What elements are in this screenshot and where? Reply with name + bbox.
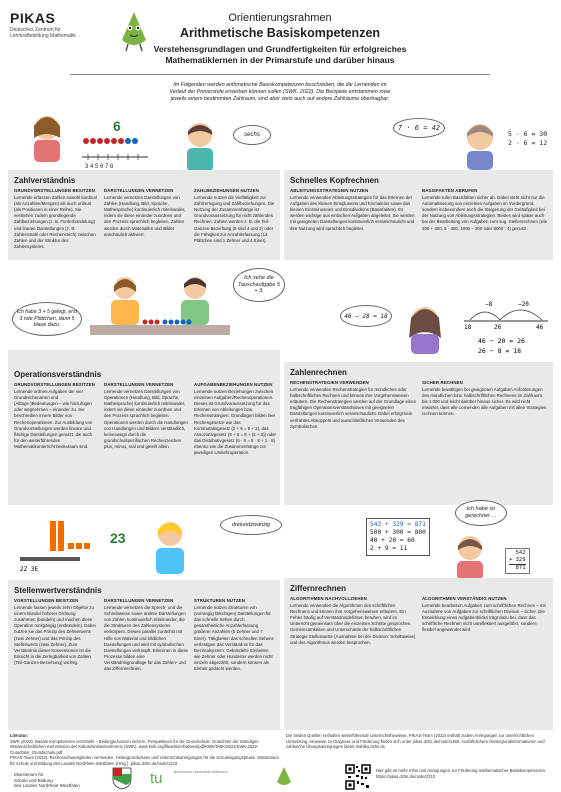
speech-bubble-gerechnet: Ich habe so gerechnet … xyxy=(455,500,507,526)
section-title-kopfrechnen: Schnelles Kopfrechnen xyxy=(290,176,379,185)
header-divider xyxy=(70,74,490,75)
col-heading: BASISFAKTEN ABRUFEN xyxy=(422,188,478,193)
nrw-crest-icon xyxy=(110,766,134,790)
eq-46-20: 46 − 20 = 26 xyxy=(478,337,525,345)
literature-swk: SWK (2022). Basale Kompetenzen vermitteln – Bildungschancen sichern. Perspektiven für die Grundschule. Gutachten der Ständigen Wissenschaftlichen Kommission der Kultusministerkonferenz (SWK). www.kmk.org/fileadmin/Dateien/pdf/KMK/SWK/2022/SWK-2022-Gutachten_Grundschule.pdf xyxy=(10,738,259,755)
section-title-operation: Operationsverständnis xyxy=(14,370,102,379)
page-title: Arithmetische Basiskompetenzen xyxy=(179,26,381,40)
section-title-zahlenrechnen: Zahlenrechnen xyxy=(290,368,347,377)
speech-bubble-sechs: sechs xyxy=(233,125,271,145)
algo-row-1: 542 xyxy=(509,550,526,556)
logo-subtitle-line2: Lehrkräftebildung Mathematik xyxy=(10,33,76,39)
stellenwert-col-1 xyxy=(14,598,98,666)
col-text: Lernende verwenden Rechenstrategien für mündliches oder halbschriftliches Rechnen und können ihre Vorgehensweisen erläutern. Die Rechenstrategien werden auf der Grundlage eines tragfähigen Operationsverständnisses mit geeigneten Darstellungen kontinuierlich veranschaulicht. Dabei erfolgt kein verfrühtes Abkoppeln und ausschließliches Verwenden des Symbolischen. xyxy=(290,387,416,429)
place-value-label: 2Z 3E xyxy=(20,566,39,573)
written-algorithm-box xyxy=(505,548,530,574)
calc-row-1: 542 + 329 = 871 xyxy=(370,521,426,528)
col-text: Lernende erfassen Zahlen sowohl kardinal (als Anzahlen/Mengen) als auch ordinal (als Positionen in einer Reihe). Sie verstehen zudem grundlegende Zahlbeziehungen (z. B. Fünferbündelung) und lineare Darstellungen (z. B. Zahlenstrahl oder Rechenstrich) zwischen Zahlen und der Struktur des Zahlensystems. xyxy=(14,195,97,249)
literature-title: Literatur: xyxy=(10,733,29,738)
col-text: Lernende verwenden Ableitungsstrategien für das Erlernen der Aufgaben des kleinen Einspluseins und Einmaleins sowie das kleinen Einsminuseins und Einsdivideins (Basisfakten). Es werden wichtige aus einfachen Aufgaben abgeleitet. Sie werden mit geeigneten Darstellungen kontinuierlich veranschaulicht und ihre Nutzung wird sprachlich begleitet. xyxy=(290,195,415,231)
col-heading: DARSTELLUNGEN VERNETZEN xyxy=(104,188,174,193)
svg-text:6: 6 xyxy=(113,118,121,134)
ministry-line2: Schule und Bildung xyxy=(14,777,53,783)
operation-col-2 xyxy=(104,382,188,450)
ministry-line1: Ministerium für xyxy=(14,772,44,777)
zahlenrechnen-col-2 xyxy=(422,380,548,418)
ministry-line3: des Landes Nordrhein-Westfalen xyxy=(14,783,80,788)
stellenwert-col-3 xyxy=(194,598,276,672)
algo-row-2: + 329 xyxy=(509,557,526,563)
col-heading: GRUNDVORSTELLUNGEN BESITZEN xyxy=(14,188,96,193)
intro-line1: Im Folgenden werden arithmetische Basiskompetenzen beschrieben, die die Lernenden im xyxy=(173,82,387,88)
col-text: Lernende vernetzen die Sprech- und die Schreibweise sowie andere Darstellungen von Zahlen kontinuierlich miteinander, die die Strukturen des Zahlensystems verkörpern. Dieses parallel zunächst mit Hilfe von Material und bildlichen Darstellungen und wird mit symbolischen Darstellungen verknüpft. Erkennen in diese Prozesse bilden eine Verständnisgrundlage für das Zahlen- und das Ziffernrechnen. xyxy=(104,605,188,672)
logo-subtitle-line1: Deutsches Zentrum für xyxy=(10,27,61,33)
col-text: Lernende rufen Basisfakten sicher ab. Dabei steht nicht nur die Automatisierung von einzelnen Aufgaben im Vordergrund, sondern insbesondere auch die Steigerung der Geläufigkeit bei der Nutzung von Ableitungsstrategien. Beides wird später auch bei der Bearbeitung von Aufgaben zum sog. Stellenrechnen (wie 200 + 300, 5 · 400, 1000 − 200 oder 8000 : 4) genutzt. xyxy=(422,195,548,231)
qr-code-caption: Hier gibt es mehr Infos und Anregungen zur Förderung mathematischer Basiskompetenzen: https://pikas.dzlm.de/node/2310 xyxy=(376,768,547,779)
pikas-logo-title: PIKAS xyxy=(10,10,56,26)
place-value-blocks-illustration xyxy=(10,515,100,575)
col-heading: ALGORITHMEN NACHVOLLZIEHEN xyxy=(290,596,367,601)
col-text: Lernende vernetzen Darstellungen von Operationen (Handlung, Bild, Sprache, Mathesprache) kontinuierlich miteinander, indem sie diese einander zuordnen und den Prozess sprachlich begleiten. Operationen werden durch die Handlungen von Handlungen und Bildern verständlich, keineswegs durch die grundschulspezifischen Rechenzeichen plus, minus, mal und geteilt allein. xyxy=(104,389,188,449)
col-heading: DARSTELLUNGEN VERNETZEN xyxy=(104,598,174,603)
ziffernrechnen-col-1 xyxy=(290,596,416,646)
speech-bubble-3plus5: Ich habe 3 + 5 gelegt, erst 3 rote Plättchen, dann 5 blaue dazu. xyxy=(12,302,82,336)
calc-row-2: 500 + 300 = 800 xyxy=(370,529,426,536)
col-text: Lernende nutzen die Vielfältigkeit zur Zahlzerlegung und Zahlbeziehungen. Die Nutzung der Zusammenhänge ist Grundvoraussetzung für nicht zählendes Rechnen. Zahlen werden z. B. die Teil-Ganzes-Beziehung (6 sind 4 und 2) oder die Fähigkeit zur Anzahlerfassung (14 Plättchen sind 1 Zehner und 4 Einer). xyxy=(194,195,275,243)
task-2x6: 2 · 6 = 12 xyxy=(508,139,548,147)
speech-bubble-7x6 xyxy=(393,118,445,138)
operation-col-1 xyxy=(14,382,98,450)
boy-writing-illustration xyxy=(448,530,493,580)
boy-thinking-illustration xyxy=(455,115,505,170)
zahlverstaendnis-col-3 xyxy=(194,188,276,244)
speech-bubble-tauschaufgabe: Ich sehe die Tauschaufgabe 5 + 3. xyxy=(233,268,285,302)
col-heading: GRUNDVORSTELLUNGEN BESITZEN xyxy=(14,382,96,387)
calc-row-4: 2 + 9 = 11 xyxy=(370,545,408,552)
section-title-stellenwert: Stellenwertverständnis xyxy=(14,586,102,595)
col-text: Lernende bearbeiten Aufgaben zum schriftlichen Rechnen – mit Ausnahme von Aufgaben zur schriftlichen Division – sicher. Die Entwicklung eines Aufgabenblicks trägt dazu bei, dass das schriftliche Rechnen nicht unreflektiert ausgeführt, sondern flexibel angewendet wird. xyxy=(422,603,546,633)
stellenwert-col-2 xyxy=(104,598,188,672)
col-heading: ZAHLBEZIEHUNGEN NUTZEN xyxy=(194,188,259,193)
zahlenrechnen-col-1 xyxy=(290,380,416,430)
footer-right-notes: Die beiden Quellen enthalten weiterführende Unterrichtshinweise. PIKAS-Team (2022) enthält zudem Anregungen zur unterrichtlichen Umsetzung. Hinweise zu Diagnose und Förderung finden sich unter pikas.dzlm.de/node/1460. Ausführlichere Hintergrundinformationen und zahlreiche Übungsanregungen bietet mahiko.dzlm.de. xyxy=(286,733,545,750)
zahlverstaendnis-col-2 xyxy=(104,188,188,238)
col-text: Lernende bewältigen bei geeigneten Aufgaben Anforderungen des mündlichen bzw. halbschriftlichen Rechnens im Zahlraum bis 1 000 und leicht darüber hinaus sicher. Es wird nicht erwartet, dass alle Lernenden alle Aufgaben mit allen Strategien rechnen können. xyxy=(422,387,547,417)
line-label-26: 26 xyxy=(494,324,502,331)
section-title-ziffernrechnen: Ziffernrechnen xyxy=(290,584,347,593)
kopfrechnen-derivations xyxy=(508,130,547,148)
kopfrechnen-col-2 xyxy=(422,188,548,232)
algo-row-3: 871 xyxy=(509,565,526,571)
col-heading: RECHENSTRATEGIEN VERWENDEN xyxy=(290,380,369,385)
col-heading: SICHER RECHNEN xyxy=(422,380,463,385)
empty-number-line-illustration xyxy=(460,296,552,362)
line-label-18: 18 xyxy=(464,324,472,331)
ministry-label xyxy=(14,772,80,789)
literature-pikas: PIKAS-Team (2022). Rechenschwierigkeiten vermeiden. Hintergrundwissen und Unterrichtsanregungen für die Schuleingangsphase. Ministerium für Schule und Bildung des Landes Nordrhein-Westfalen (Hrsg.). pikas.dzlm.de/node/1219 xyxy=(10,755,279,766)
subtitle-line1: Verstehensgrundlagen und Grundfertigkeiten für erfolgreiches xyxy=(153,44,407,54)
col-text: Lernende nutzen Strukturen von (vorrangig fälschigen) Darstellungen für das schnelle Sehen durch gesamtheitliche Anzahlerfassung größerer Anzahlen (5 Zehner und 7 Einer). Tätigkeiten das schnellen Sehens verfestigen das Verständnis für das Dezimalsystem: Gebündelte Einheiten wie Zehner oder Hunderter werden nicht einzeln abgezählt, sondern können als Einheit gedacht werden. xyxy=(194,605,274,672)
col-text: Lernende vernetzen Darstellungen von Zahlen (Handlung, Bild, Sprache, Mathesprache) kontinuierlich miteinander, indem sie diese einander zuordnen und den Prozess sprachlich begleiten. Zahlen werden durch Materialien und Bilder anschaulich aktiviert. xyxy=(104,195,186,237)
operation-col-3 xyxy=(194,382,276,456)
speech-bubble-dreiundzwanzig: dreiundzwanzig xyxy=(220,515,282,535)
kopfrechnen-col-1 xyxy=(290,188,416,232)
jump-label-8: −8 xyxy=(485,301,493,308)
number-23: 23 xyxy=(110,530,126,546)
task-5x6: 5 · 6 = 30 xyxy=(508,130,548,138)
ziffernrechnen-col-2 xyxy=(422,596,548,634)
col-heading: ALGORITHMEN VERSTÄNDIG NUTZEN xyxy=(422,596,507,601)
line-label-46: 46 xyxy=(536,324,544,331)
tu-logo-text: tu xyxy=(150,770,163,787)
qr-code-icon xyxy=(345,764,371,790)
footer-literature xyxy=(10,733,280,767)
header-top: Orientierungsrahmen xyxy=(228,12,332,24)
col-heading: VORSTELLUNGEN BESITZEN xyxy=(14,598,79,603)
col-text: Lernende nutzen Beziehungen zwischen einzelnen Aufgaben/Rechenoperationen. Dieses ist Grundvoraussetzung für das Erlernen von Ableitungen bzw. Rechenstrategien. Grundlagen bilden hier Rechengesetze wie das Kommutativgesetz (2 + 9 = 9 + 2), das Assoziativgesetz (8 + 5 = 8 + (2 + 3)) oder das Distributivgesetz (6 · 8 = 5 · 8 + 1 · 8) ebenso wie die Zusammenhänge zur jeweiligen Umkehroperation. xyxy=(194,389,277,456)
intro-line2: Verlauf der Primarstufe erwerben können sollen (SWK, 2022). Die Beispiele entstammen zwar xyxy=(169,89,391,95)
subtitle-line2: Mathematiklernen in der Primarstufe und darüber hinaus xyxy=(165,55,395,65)
col-text: Lernende verwenden die Algorithmen des schriftlichen Rechnens und können ihre Vorgehensweisen erläutern. Ein Fehler häufig auf Verständnisdefiziten beruhen, wird im Unterricht gemeinsam über die einzelnen Schritte gesprochen. Gemeinsamkeiten und Unterschiede der halbschriftlichen Strategie Stellenwerte (Ausnahme bei der Division: Schrittweise) und des Algorithmus werden besprochen. xyxy=(290,603,416,645)
col-heading: AUFGABENBEZIEHUNGEN NUTZEN xyxy=(194,382,273,387)
child-with-blocks-illustration xyxy=(130,512,210,582)
intro-line3: jeweils einem bestimmten Zahlraum, sind aber stets auch auf andere Zahlräume übertragbar. xyxy=(170,96,390,102)
number-line-illustration xyxy=(80,115,150,175)
children-at-table-illustration xyxy=(85,270,235,345)
task-7x6: 7 · 6 = 42 xyxy=(397,123,441,132)
girl-with-counters-illustration xyxy=(12,108,82,168)
tu-subtitle: technische universität dortmund xyxy=(174,770,228,774)
section-title-zahlverstaendnis: Zahlverständnis xyxy=(14,176,76,185)
pikas-footer-mascot-icon xyxy=(275,766,293,788)
pikas-logo-subtitle xyxy=(10,27,76,39)
page-subtitle xyxy=(110,44,450,66)
col-heading: STRUKTUREN NUTZEN xyxy=(194,598,245,603)
col-text: Lernende fassen jeweils zehn Objekte zu einem Bündel höherer Ordnung zusammen (bündeln) und machen diese Operation rückgängig (entbündeln). Dabei nutzen sie das Prinzip des Zehnerwerts (zwei Zehner) und das Prinzip des Stellenwerts (zwei Zehner). Zum Verständnis dieser Konventionen ist die Einsicht in die Zerlegbarkeit von Zahlen (Teil-Ganzes-Beziehung) wichtig. xyxy=(14,605,96,665)
col-heading: DARSTELLUNGEN VERNETZEN xyxy=(104,382,174,387)
intro-text xyxy=(130,82,430,103)
boy-figure-illustration xyxy=(170,115,230,175)
col-heading: ABLEITUNGSSTRATEGIEN NUTZEN xyxy=(290,188,369,193)
col-text: Lernende ordnen Aufgaben der vier Grundrechenarten und (Alltags-)Bedeutungen – wie hinzufügen oder wegnehmen – einander zu. Sie beschreiben innere Bilder von Rechenoperationen. Zur Ausbildung von Grundvorstellungen werden lineare und flächige Darstellungen genutzt, die auch für den weiterführenden Mathematikunterricht bedeutsam sind. xyxy=(14,389,93,449)
zahlverstaendnis-col-1 xyxy=(14,188,98,250)
calculation-table xyxy=(366,518,430,556)
speech-bubble-46minus28 xyxy=(340,305,392,327)
svg-text:3 4 5 6 7 8: 3 4 5 6 7 8 xyxy=(85,164,114,170)
girl-thinking-illustration xyxy=(395,298,455,356)
eq-26-8: 26 − 8 = 18 xyxy=(478,347,522,355)
task-46-28: 46 − 28 = 18 xyxy=(344,312,388,320)
jump-label-20: −20 xyxy=(518,301,529,308)
calc-row-3: 40 + 20 = 60 xyxy=(370,537,415,544)
